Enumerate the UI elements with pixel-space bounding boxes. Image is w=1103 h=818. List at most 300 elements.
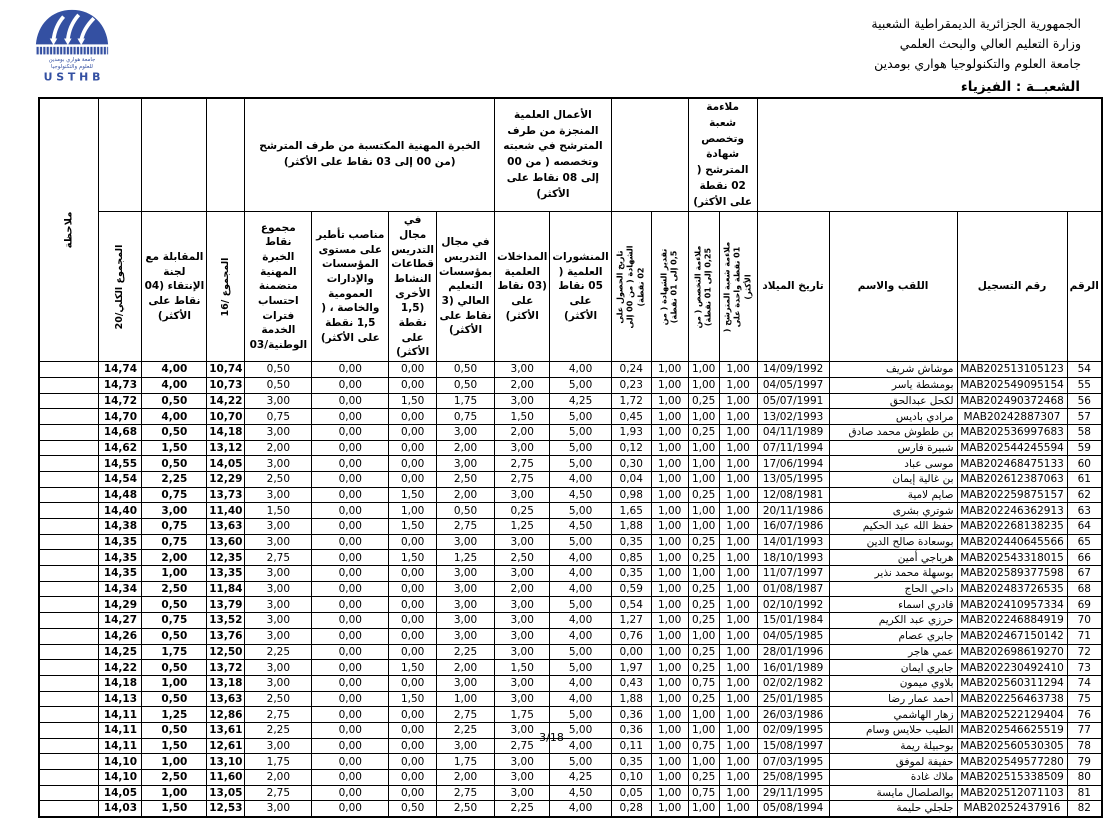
cell-total20: 14,74 [99, 362, 142, 378]
cell-branch-fit: 1,00 [719, 440, 757, 456]
cell-note [39, 675, 99, 691]
cell-total16: 12,61 [207, 738, 245, 754]
cell-branch-fit: 1,00 [719, 534, 757, 550]
cell-name: بومشطة ياسر [829, 377, 957, 393]
cell-total16: 14,05 [207, 456, 245, 472]
cell-degree-date: 1,27 [611, 613, 651, 629]
cell-degree-date: 1,72 [611, 393, 651, 409]
col-header-supervision: مناصب تأطير على مستوى المؤسسات والإدارات العمومية والخاصة ، ( 1,5 نقطة على الأكثر) [312, 212, 389, 362]
cell-total20: 14,03 [99, 801, 142, 817]
table-row [39, 691, 1102, 707]
cell-publications: 4,00 [550, 566, 611, 582]
cell-total20: 14,10 [99, 754, 142, 770]
cell-teach-higher: 3,00 [437, 613, 495, 629]
cell-degree-date: 1,88 [611, 691, 651, 707]
cell-communications: 2,75 [495, 471, 550, 487]
cell-note [39, 785, 99, 801]
cell-name: زهار الهاشمي [829, 707, 957, 723]
cell-reg: MAB20242887307 [957, 409, 1067, 425]
cell-degree-grade: 1,00 [651, 801, 688, 817]
col-header-degree-date: تاريخ الحصول على الشهادة ( من 00 إلى 02 نقطة) [611, 212, 651, 362]
cell-exp-total: 3,00 [245, 566, 312, 582]
ministry-line: وزارة التعليم العالي والبحث العلمي [899, 36, 1081, 51]
cell-exp-total: 3,00 [245, 424, 312, 440]
cell-total20: 14,29 [99, 597, 142, 613]
table-head-rows [39, 98, 1102, 362]
cell-degree-date: 0,04 [611, 471, 651, 487]
cell-degree-date: 0,35 [611, 566, 651, 582]
page-number: 3/18 [539, 731, 564, 744]
cell-publications: 4,00 [550, 628, 611, 644]
cell-branch-fit: 1,00 [719, 738, 757, 754]
cell-num: 72 [1067, 644, 1102, 660]
cell-dob: 25/01/1985 [757, 691, 829, 707]
cell-teach-other: 1,00 [389, 503, 437, 519]
cell-interview: 2,50 [142, 581, 207, 597]
cell-exp-total: 2,75 [245, 707, 312, 723]
cell-teach-other: 1,50 [389, 487, 437, 503]
cell-num: 80 [1067, 770, 1102, 786]
cell-spec-fit: 0,25 [688, 691, 719, 707]
col-header-total20: المجموع الكلي/20 [99, 212, 142, 362]
cell-degree-date: 0,43 [611, 675, 651, 691]
cell-reg: MAB202698619270 [957, 644, 1067, 660]
cell-total16: 12,53 [207, 801, 245, 817]
cell-reg: MAB202549095154 [957, 377, 1067, 393]
cell-reg: MAB202543318015 [957, 550, 1067, 566]
cell-total16: 13,60 [207, 534, 245, 550]
cell-name: بوسعادة صالح الدين [829, 534, 957, 550]
cell-teach-other: 0,00 [389, 409, 437, 425]
cell-communications: 1,75 [495, 707, 550, 723]
cell-interview: 0,50 [142, 456, 207, 472]
cell-teach-other: 0,00 [389, 424, 437, 440]
cell-dob: 05/07/1991 [757, 393, 829, 409]
cell-total16: 10,74 [207, 362, 245, 378]
cell-spec-fit: 0,25 [688, 644, 719, 660]
cell-total16: 12,29 [207, 471, 245, 487]
cell-publications: 5,00 [550, 409, 611, 425]
cell-num: 75 [1067, 691, 1102, 707]
cell-total20: 14,70 [99, 409, 142, 425]
empty-header-cell [757, 98, 1102, 212]
cell-degree-date: 1,97 [611, 660, 651, 676]
cell-interview: 1,50 [142, 738, 207, 754]
cell-interview: 0,50 [142, 660, 207, 676]
cell-total20: 14,05 [99, 785, 142, 801]
cell-spec-fit: 0,75 [688, 738, 719, 754]
cell-teach-higher: 1,75 [437, 754, 495, 770]
table-row [39, 487, 1102, 503]
cell-spec-fit: 0,25 [688, 393, 719, 409]
cell-communications: 3,00 [495, 770, 550, 786]
cell-teach-other: 1,50 [389, 550, 437, 566]
cell-publications: 5,00 [550, 722, 611, 738]
table-row [39, 377, 1102, 393]
cell-communications: 2,25 [495, 801, 550, 817]
cell-dob: 01/08/1987 [757, 581, 829, 597]
cell-total20: 14,18 [99, 675, 142, 691]
cell-note [39, 613, 99, 629]
cell-teach-other: 0,00 [389, 613, 437, 629]
cell-degree-grade: 1,00 [651, 581, 688, 597]
cell-teach-other: 0,00 [389, 456, 437, 472]
cell-teach-other: 0,00 [389, 628, 437, 644]
table-row [39, 675, 1102, 691]
cell-exp-total: 2,25 [245, 722, 312, 738]
cell-teach-higher: 0,50 [437, 377, 495, 393]
cell-spec-fit: 0,25 [688, 770, 719, 786]
cell-spec-fit: 1,00 [688, 801, 719, 817]
cell-num: 68 [1067, 581, 1102, 597]
cell-supervision: 0,00 [312, 424, 389, 440]
cell-teach-higher: 2,50 [437, 801, 495, 817]
cell-name: داحي الحاج [829, 581, 957, 597]
cell-dob: 16/07/1986 [757, 519, 829, 535]
cell-branch-fit: 1,00 [719, 675, 757, 691]
cell-teach-other: 0,00 [389, 534, 437, 550]
cell-publications: 4,50 [550, 785, 611, 801]
cell-total20: 14,10 [99, 770, 142, 786]
cell-teach-higher: 2,75 [437, 785, 495, 801]
cell-exp-total: 3,00 [245, 456, 312, 472]
cell-supervision: 0,00 [312, 409, 389, 425]
cell-branch-fit: 1,00 [719, 581, 757, 597]
cell-exp-total: 3,00 [245, 660, 312, 676]
university-line: جامعة العلوم والتكنولوجيا هواري بومدين [874, 56, 1081, 71]
cell-teach-higher: 2,00 [437, 660, 495, 676]
cell-note [39, 801, 99, 817]
table-body [39, 362, 1102, 817]
col-header-degree-grade: تقدير الشهادة ( من 0,5 إلى 01 نقطة) [651, 212, 688, 362]
cell-supervision: 0,00 [312, 660, 389, 676]
cell-teach-other: 0,00 [389, 471, 437, 487]
cell-communications: 3,00 [495, 675, 550, 691]
cell-teach-other: 0,00 [389, 377, 437, 393]
cell-total16: 11,84 [207, 581, 245, 597]
cell-note [39, 487, 99, 503]
cell-publications: 4,00 [550, 471, 611, 487]
cell-total16: 13,05 [207, 785, 245, 801]
cell-teach-other: 1,50 [389, 691, 437, 707]
cell-dob: 14/09/1992 [757, 362, 829, 378]
cell-interview: 4,00 [142, 377, 207, 393]
cell-teach-higher: 3,00 [437, 424, 495, 440]
cell-interview: 1,50 [142, 440, 207, 456]
cell-communications: 1,50 [495, 409, 550, 425]
cell-spec-fit: 0,25 [688, 550, 719, 566]
cell-interview: 0,75 [142, 487, 207, 503]
table-row [39, 393, 1102, 409]
cell-teach-higher: 0,50 [437, 362, 495, 378]
cell-teach-higher: 3,00 [437, 566, 495, 582]
cell-note [39, 566, 99, 582]
cell-total20: 14,22 [99, 660, 142, 676]
cell-degree-date: 0,11 [611, 738, 651, 754]
cell-publications: 5,00 [550, 456, 611, 472]
cell-communications: 2,00 [495, 377, 550, 393]
cell-degree-date: 0,45 [611, 409, 651, 425]
cell-supervision: 0,00 [312, 362, 389, 378]
cell-interview: 0,50 [142, 424, 207, 440]
cell-teach-other: 0,00 [389, 738, 437, 754]
col-header-teach-higher: في مجال التدريس بمؤسسات التعليم العالي (3 نقاط على الأكثر) [437, 212, 495, 362]
cell-branch-fit: 1,00 [719, 691, 757, 707]
cell-teach-other: 0,50 [389, 801, 437, 817]
cell-teach-other: 1,50 [389, 393, 437, 409]
government-header [721, 14, 1081, 74]
table-row [39, 581, 1102, 597]
cell-total20: 14,54 [99, 471, 142, 487]
cell-teach-higher: 3,00 [437, 456, 495, 472]
cell-branch-fit: 1,00 [719, 566, 757, 582]
cell-branch-fit: 1,00 [719, 722, 757, 738]
cell-degree-grade: 1,00 [651, 456, 688, 472]
cell-spec-fit: 1,00 [688, 754, 719, 770]
cell-num: 77 [1067, 722, 1102, 738]
cell-interview: 0,50 [142, 722, 207, 738]
cell-num: 57 [1067, 409, 1102, 425]
cell-note [39, 471, 99, 487]
cell-total16: 13,63 [207, 691, 245, 707]
table-row [39, 503, 1102, 519]
cell-interview: 2,25 [142, 471, 207, 487]
col-header-reg: رقم التسجيل [957, 212, 1067, 362]
table-row [39, 456, 1102, 472]
cell-reg: MAB202549577280 [957, 754, 1067, 770]
cell-publications: 4,25 [550, 770, 611, 786]
cell-name: بوسهلة محمد نذير [829, 566, 957, 582]
cell-teach-higher: 1,75 [437, 393, 495, 409]
col-header-publications: المنشورات العلمية ( 05 نقاط على الأكثر) [550, 212, 611, 362]
cell-num: 76 [1067, 707, 1102, 723]
cell-note [39, 754, 99, 770]
cell-reg: MAB202536997683 [957, 424, 1067, 440]
cell-total20: 14,35 [99, 550, 142, 566]
cell-publications: 4,00 [550, 691, 611, 707]
cell-num: 79 [1067, 754, 1102, 770]
cell-degree-grade: 1,00 [651, 393, 688, 409]
cell-name: شوتري بشرى [829, 503, 957, 519]
cell-degree-date: 1,93 [611, 424, 651, 440]
cell-exp-total: 2,50 [245, 691, 312, 707]
col-header-exp-total: مجموع نقاط الخبرة المهنية متضمنة احتساب فترات الخدمة الوطنية/03 [245, 212, 312, 362]
cell-publications: 4,50 [550, 519, 611, 535]
cell-reg: MAB202546625519 [957, 722, 1067, 738]
cell-reg: MAB202560311294 [957, 675, 1067, 691]
candidates-table [38, 97, 1103, 818]
cell-name: موسى عباد [829, 456, 957, 472]
cell-publications: 5,00 [550, 597, 611, 613]
cell-teach-higher: 2,00 [437, 440, 495, 456]
cell-degree-grade: 1,00 [651, 440, 688, 456]
cell-branch-fit: 1,00 [719, 471, 757, 487]
col-header-spec-fit: ملاءمة التخصص ( من 0,25 إلى 01 نقطة) [688, 212, 719, 362]
cell-branch-fit: 1,00 [719, 707, 757, 723]
cell-exp-total: 0,50 [245, 362, 312, 378]
cell-note [39, 770, 99, 786]
cell-degree-date: 0,30 [611, 456, 651, 472]
cell-total16: 10,73 [207, 377, 245, 393]
group-works: الأعمال العلمية المنجزة من طرف المترشح في شعبته وتخصصه ( من 00 إلى 08 نقاط على الأكثر) [495, 98, 612, 212]
cell-note [39, 393, 99, 409]
cell-note [39, 519, 99, 535]
cell-exp-total: 2,25 [245, 644, 312, 660]
cell-communications: 0,25 [495, 503, 550, 519]
cell-dob: 05/08/1994 [757, 801, 829, 817]
cell-spec-fit: 1,00 [688, 566, 719, 582]
cell-branch-fit: 1,00 [719, 660, 757, 676]
cell-degree-date: 0,76 [611, 628, 651, 644]
cell-dob: 04/11/1989 [757, 424, 829, 440]
cell-num: 56 [1067, 393, 1102, 409]
cell-degree-grade: 1,00 [651, 597, 688, 613]
cell-num: 66 [1067, 550, 1102, 566]
col-header-communications: المداخلات العلمية (03 نقاط على الأكثر) [495, 212, 550, 362]
cell-branch-fit: 1,00 [719, 503, 757, 519]
cell-dob: 07/03/1995 [757, 754, 829, 770]
cell-publications: 5,00 [550, 377, 611, 393]
cell-teach-higher: 3,00 [437, 581, 495, 597]
col-header-total16: المجموع /16 [207, 212, 245, 362]
cell-name: بلاوي ميمون [829, 675, 957, 691]
cell-num: 81 [1067, 785, 1102, 801]
cell-reg: MAB202512071103 [957, 785, 1067, 801]
cell-teach-other: 0,00 [389, 440, 437, 456]
cell-teach-higher: 1,00 [437, 691, 495, 707]
cell-dob: 07/11/1994 [757, 440, 829, 456]
cell-spec-fit: 0,25 [688, 534, 719, 550]
cell-dob: 02/10/1992 [757, 597, 829, 613]
cell-dob: 20/11/1986 [757, 503, 829, 519]
cell-name: حفيفة لموفق [829, 754, 957, 770]
cell-total20: 14,34 [99, 581, 142, 597]
cell-degree-date: 0,98 [611, 487, 651, 503]
cell-num: 73 [1067, 660, 1102, 676]
cell-spec-fit: 1,00 [688, 409, 719, 425]
cell-total20: 14,38 [99, 519, 142, 535]
cell-reg: MAB202268138235 [957, 519, 1067, 535]
cell-note [39, 503, 99, 519]
cell-degree-grade: 1,00 [651, 675, 688, 691]
cell-degree-date: 0,59 [611, 581, 651, 597]
cell-reg: MAB202230492410 [957, 660, 1067, 676]
cell-total20: 14,68 [99, 424, 142, 440]
cell-name: ملاك غادة [829, 770, 957, 786]
cell-name: بن ططوش محمد صادق [829, 424, 957, 440]
col-header-name: اللقب والاسم [829, 212, 957, 362]
cell-note [39, 707, 99, 723]
cell-note [39, 456, 99, 472]
cell-branch-fit: 1,00 [719, 519, 757, 535]
cell-spec-fit: 1,00 [688, 362, 719, 378]
cell-degree-grade: 1,00 [651, 707, 688, 723]
cell-degree-grade: 1,00 [651, 550, 688, 566]
cell-dob: 02/09/1995 [757, 722, 829, 738]
cell-note [39, 581, 99, 597]
cell-reg: MAB202468475133 [957, 456, 1067, 472]
cell-total16: 11,40 [207, 503, 245, 519]
cell-total16: 13,76 [207, 628, 245, 644]
cell-communications: 2,75 [495, 738, 550, 754]
cell-branch-fit: 1,00 [719, 628, 757, 644]
cell-degree-grade: 1,00 [651, 487, 688, 503]
cell-exp-total: 3,00 [245, 534, 312, 550]
table-row [39, 534, 1102, 550]
cell-total16: 13,63 [207, 519, 245, 535]
cell-note [39, 377, 99, 393]
cell-num: 82 [1067, 801, 1102, 817]
cell-exp-total: 2,50 [245, 471, 312, 487]
cell-branch-fit: 1,00 [719, 785, 757, 801]
cell-spec-fit: 1,00 [688, 519, 719, 535]
cell-total20: 14,55 [99, 456, 142, 472]
cell-publications: 4,00 [550, 613, 611, 629]
cell-note [39, 424, 99, 440]
cell-exp-total: 1,75 [245, 754, 312, 770]
cell-num: 58 [1067, 424, 1102, 440]
cell-exp-total: 2,75 [245, 785, 312, 801]
cell-total20: 14,40 [99, 503, 142, 519]
cell-total20: 14,72 [99, 393, 142, 409]
cell-exp-total: 2,00 [245, 770, 312, 786]
cell-branch-fit: 1,00 [719, 393, 757, 409]
cell-supervision: 0,00 [312, 770, 389, 786]
cell-branch-fit: 1,00 [719, 456, 757, 472]
cell-total16: 13,10 [207, 754, 245, 770]
cell-publications: 5,00 [550, 440, 611, 456]
cell-spec-fit: 1,00 [688, 628, 719, 644]
cell-num: 63 [1067, 503, 1102, 519]
cell-branch-fit: 1,00 [719, 644, 757, 660]
cell-num: 55 [1067, 377, 1102, 393]
cell-communications: 3,00 [495, 534, 550, 550]
cell-teach-higher: 2,25 [437, 722, 495, 738]
table-row [39, 597, 1102, 613]
cell-teach-higher: 3,00 [437, 597, 495, 613]
cell-reg: MAB202560530305 [957, 738, 1067, 754]
cell-note [39, 660, 99, 676]
cell-teach-higher: 2,00 [437, 487, 495, 503]
cell-exp-total: 2,75 [245, 550, 312, 566]
cell-exp-total: 0,75 [245, 409, 312, 425]
cell-num: 54 [1067, 362, 1102, 378]
cell-reg: MAB202515338509 [957, 770, 1067, 786]
cell-supervision: 0,00 [312, 487, 389, 503]
cell-supervision: 0,00 [312, 581, 389, 597]
cell-supervision: 0,00 [312, 613, 389, 629]
cell-exp-total: 3,00 [245, 487, 312, 503]
cell-name: عمي هاجر [829, 644, 957, 660]
cell-reg: MAB202467150142 [957, 628, 1067, 644]
cell-exp-total: 3,00 [245, 628, 312, 644]
cell-reg: MAB202589377598 [957, 566, 1067, 582]
cell-name: جابري ايمان [829, 660, 957, 676]
cell-supervision: 0,00 [312, 377, 389, 393]
cell-note [39, 597, 99, 613]
cell-teach-higher: 3,00 [437, 534, 495, 550]
cell-spec-fit: 1,00 [688, 722, 719, 738]
col-header-note: ملاحظة [39, 98, 99, 362]
cell-dob: 13/05/1995 [757, 471, 829, 487]
cell-total16: 12,50 [207, 644, 245, 660]
cell-teach-other: 0,00 [389, 362, 437, 378]
cell-spec-fit: 1,00 [688, 471, 719, 487]
cell-supervision: 0,00 [312, 566, 389, 582]
cell-total16: 14,22 [207, 393, 245, 409]
cell-name: هرباجي أمين [829, 550, 957, 566]
table-row [39, 424, 1102, 440]
